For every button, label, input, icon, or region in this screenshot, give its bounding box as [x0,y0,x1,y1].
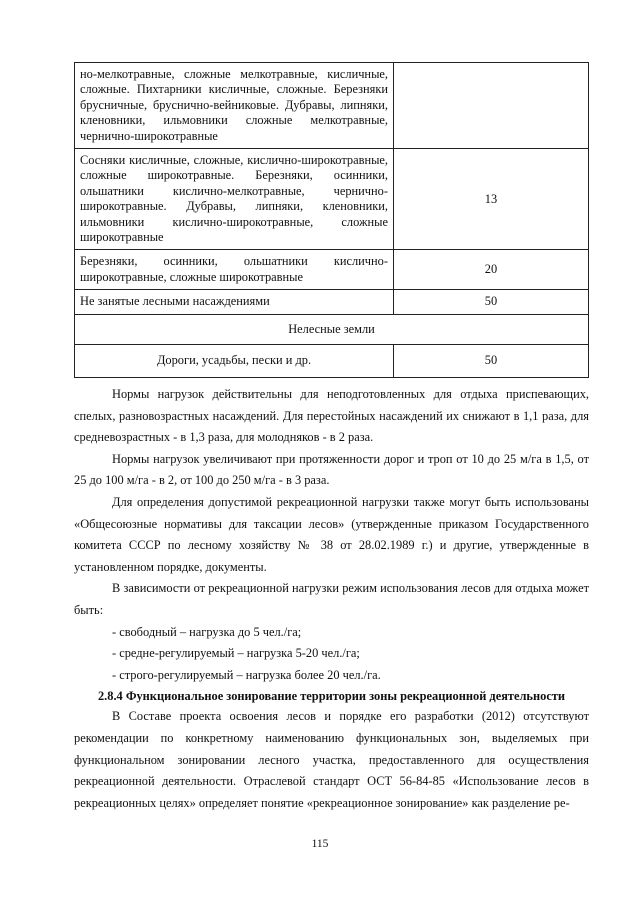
list-item: - свободный – нагрузка до 5 чел./га; [112,624,302,639]
table-section-header: Нелесные земли [75,314,589,344]
table-cell-forest-type: но-мелкотравные, сложные мелкотравные, кисличные, сложные. Пихтарники кисличные, сложные. Березняки брусничные, бруснично-вейниковые. Дубравы, липняки, кленовники, ильмовники сложные мелкотравные, чернично-широкотравные [75,63,394,149]
table-row [75,149,589,250]
table-cell-value: 20 [394,250,589,290]
paragraph: В зависимости от рекреационной нагрузки режим использования лесов для отдыха может быть: [74,581,589,617]
table-cell-forest-type: Не занятые лесными насаждениями [75,290,394,314]
table-cell-value: 50 [394,345,589,377]
table-row [75,63,589,149]
table-cell-value: 50 [394,290,589,314]
table-section-row [75,314,589,344]
list-item: - средне-регулируемый – нагрузка 5-20 чел./га; [112,646,360,661]
page-number: 115 [311,838,329,850]
table-row [75,345,589,377]
table-cell-forest-type: Березняки, осинники, ольшатники кислично-широкотравные, сложные широкотравные [75,250,394,290]
paragraph: В Составе проекта освоения лесов и порядке его разработки (2012) отсутствуют рекомендации по конкретному наименованию функциональных зон, выделяемых при функциональном зонировании лесного участка, предоставленного для осуществления рекреационной деятельности. Отраслевой стандарт ОСТ 56-84-85 «Использование лесов в рекреационных целях» определяет понятие «рекреационное зонирование» как разделение ре- [74,709,589,810]
body-text [74,384,589,814]
recreational-load-table [74,62,589,378]
table-row [75,250,589,290]
list-item: - строго-регулируемый – нагрузка более 20 чел./га. [112,667,381,682]
paragraph: Нормы нагрузок действительны для неподготовленных для отдыха приспевающих, спелых, разновозрастных насаждений. Для перестойных насаждений их снижают в 1,1 раза, для средневозрастных - в 1,3 раза, для молодняков - в 2 раза. [74,387,589,445]
table-row [75,290,589,314]
table-cell-value [394,63,589,149]
paragraph: Нормы нагрузок увеличивают при протяженности дорог и троп от 10 до 25 м/га в 1,5, от 25 до 100 м/га - в 2, от 100 до 250 м/га - в 3 раза. [74,451,589,488]
table-cell-value: 13 [394,149,589,250]
section-heading: 2.8.4 Функциональное зонирование территории зоны рекреационной деятельности [97,689,566,704]
paragraph: Для определения допустимой рекреационной нагрузки также могут быть использованы «Общесоюзные нормативы для таксации лесов» (утвержденные приказом Государственного комитета СССР по лесному хозяйству № 38 от 28.02.1989 г.) и другие, утвержденные в установленном порядке, документы. [74,494,589,574]
table-cell-forest-type: Дороги, усадьбы, пески и др. [75,345,394,377]
table-cell-forest-type: Сосняки кисличные, сложные, кислично-широкотравные, сложные широкотравные. Березняки, осинники, ольшатники кислично-мелкотравные, чернично-широкотравные. Дубравы, липняки, кленовники, ильмовники кислично-широкотравные, сложные широкотравные [75,149,394,250]
